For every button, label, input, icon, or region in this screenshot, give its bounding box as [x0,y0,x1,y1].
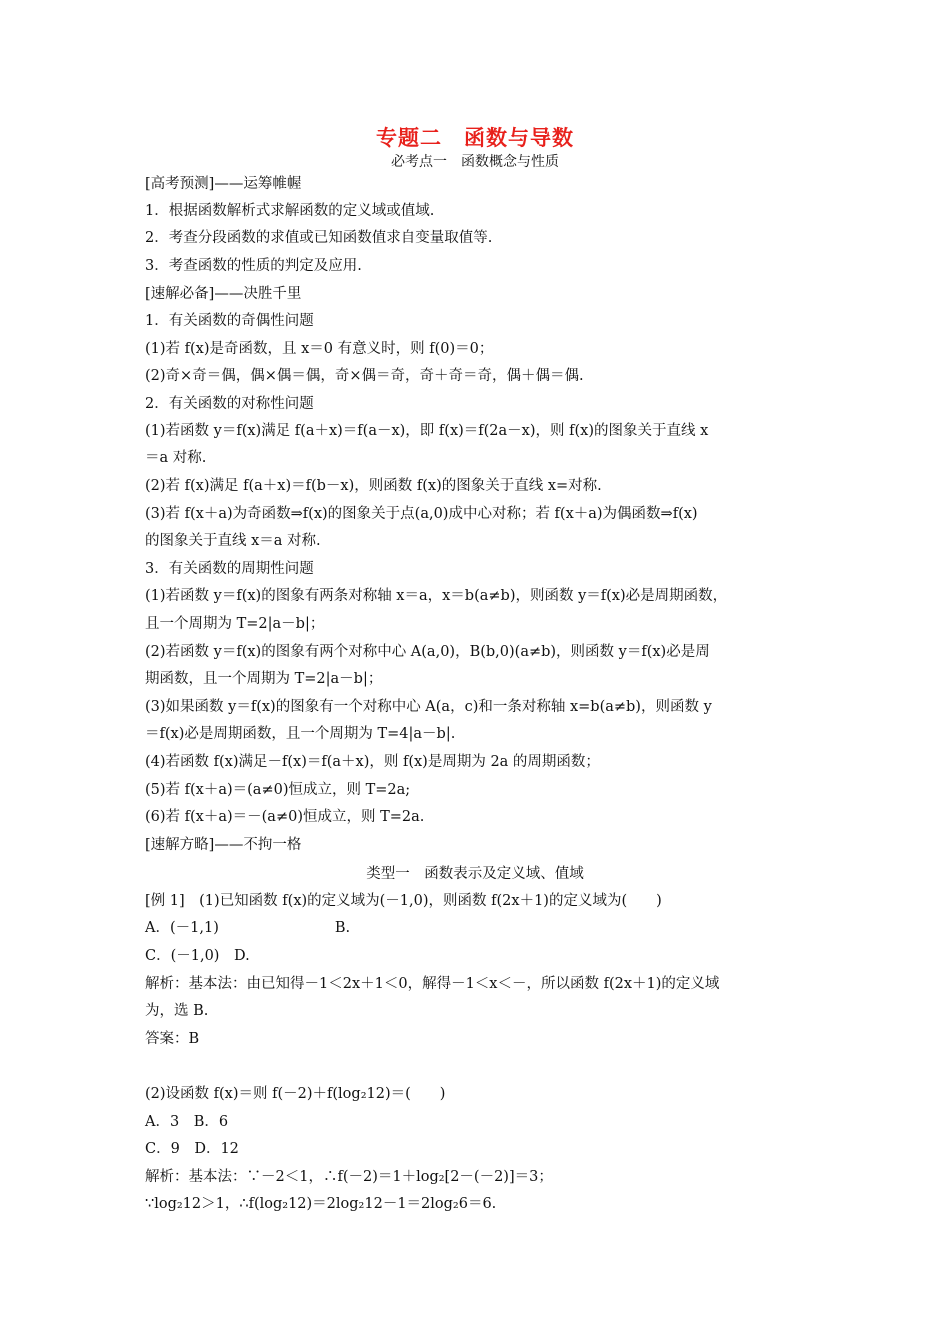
answer-line: 答案：B [145,1031,200,1047]
type-heading: 类型一 函数表示及定义域、值域 [366,866,584,882]
text-line: 且一个周期为 T=2|a－b|； [145,616,325,632]
page-title: 专题二 函数与导数 [376,126,574,150]
text-line: 1．有关函数的奇偶性问题 [145,313,314,329]
text-line: (3)如果函数 y＝f(x)的图象有一个对称中心 A(a，c)和一条对称轴 x=b(a≠b)，则函数 y [145,699,712,715]
text-line: (1)若函数 y＝f(x)的图象有两条对称轴 x＝a，x＝b(a≠b)，则函数 y＝f(x)必是周期函数， [145,588,728,604]
section-heading-strategy: [速解方略]——不拘一格 [145,837,302,853]
solution-line: 解析：基本法：由已知得－1＜2x＋1＜0，解得－1＜x＜－，所以函数 f(2x＋1)的定义域 [145,976,720,992]
solution-line: ∵log₂12＞1，∴f(log₂12)＝2log₂12－1＝2log₂6＝6. [145,1196,497,1212]
page-subtitle: 必考点一 函数概念与性质 [391,154,559,170]
text-line: 3．有关函数的周期性问题 [145,561,314,577]
text-line: (4)若函数 f(x)满足－f(x)＝f(a＋x)，则 f(x)是周期为 2a 的周期函数； [145,754,600,770]
solution-line: 解析：基本法：∵－2＜1，∴f(－2)＝1＋log₂[2－(－2)]＝3； [145,1169,553,1185]
example-question: [例 1] (1)已知函数 f(x)的定义域为(－1,0)，则函数 f(2x＋1)的定义域为( ) [145,893,662,909]
text-line: (1)若函数 y＝f(x)满足 f(a＋x)＝f(a－x)，即 f(x)＝f(2a－x)，则 f(x)的图象关于直线 x [145,423,709,439]
text-line: 2．有关函数的对称性问题 [145,396,314,412]
text-line: 的图象关于直线 x＝a 对称. [145,533,321,549]
example-question: (2)设函数 f(x)＝则 f(－2)＋f(log₂12)＝( ) [145,1086,446,1102]
text-line: ＝a 对称. [145,450,207,466]
answer-options: C．9 D．12 [145,1141,239,1157]
text-line: (3)若 f(x＋a)为奇函数⇒f(x)的图象关于点(a,0)成中心对称；若 f(x＋a)为偶函数⇒f(x) [145,506,698,522]
text-line: (2)若 f(x)满足 f(a＋x)＝f(b－x)，则函数 f(x)的图象关于直线 x=对称. [145,478,602,494]
text-line: (6)若 f(x＋a)＝－(a≠0)恒成立，则 T=2a. [145,809,425,825]
section-heading-essentials: [速解必备]——决胜千里 [145,286,302,302]
answer-options: A．(－1,1) B. [145,920,351,936]
text-line: 2．考查分段函数的求值或已知函数值求自变量取值等. [145,230,493,246]
solution-line: 为，选 B. [145,1003,209,1019]
text-line: 期函数，且一个周期为 T=2|a－b|； [145,671,383,687]
text-line: 1．根据函数解析式求解函数的定义域或值域. [145,203,435,219]
text-line: (2)若函数 y＝f(x)的图象有两个对称中心 A(a,0)，B(b,0)(a≠b)，则函数 y＝f(x)必是周 [145,644,710,660]
section-heading-prediction: [高考预测]——运筹帷幄 [145,176,302,192]
text-line: (2)奇×奇＝偶，偶×偶＝偶，奇×偶＝奇，奇＋奇＝奇，偶＋偶＝偶. [145,368,584,384]
text-line: 3．考查函数的性质的判定及应用. [145,258,362,274]
answer-options: C．(－1,0) D. [145,948,250,964]
text-line: (5)若 f(x＋a)＝(a≠0)恒成立，则 T=2a; [145,782,411,798]
text-line: (1)若 f(x)是奇函数，且 x＝0 有意义时，则 f(0)＝0； [145,341,494,357]
text-line: ＝f(x)必是周期函数，且一个周期为 T=4|a－b|. [145,726,456,742]
answer-options: A．3 B．6 [145,1114,229,1130]
